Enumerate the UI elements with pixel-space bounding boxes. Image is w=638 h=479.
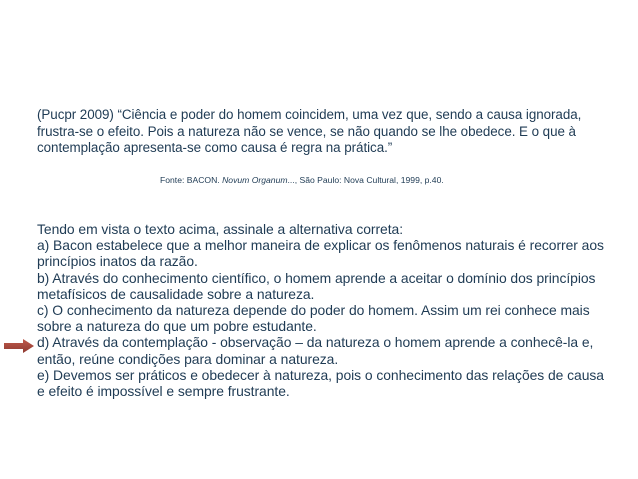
option-a: a) Bacon estabelece que a melhor maneira de explicar os fenômenos naturais é recorrer aos princípios inatos da razão.: [37, 237, 604, 270]
source-suffix: ..., São Paulo: Nova Cultural, 1999, p.40.: [287, 175, 444, 185]
question-block: [37, 221, 612, 399]
option-c: c) O conhecimento da natureza depende do poder do homem. Assim um rei conhece mais sobre a natureza do que um pobre estudante.: [37, 302, 590, 335]
source-prefix: Fonte: BACON.: [160, 175, 223, 185]
question-prompt: Tendo em vista o texto acima, assinale a alternativa correta:: [37, 221, 404, 237]
option-b: b) Através do conhecimento científico, o homem aprende a aceitar o domínio dos princípios metafísicos de causalidade sobre a natureza.: [37, 269, 596, 302]
quote-text: (Pucpr 2009) “Ciência e poder do homem coincidem, uma vez que, sendo a causa ignorada, frustra-se o efeito. Pois a natureza não se vence, se não quando se lhe obedece. E o que à contemplação apresenta-se como causa é regra na prática.”: [37, 107, 582, 155]
option-d: d) Através da contemplação - observação – da natureza o homem aprende a conhecê-la e, então, reúne condições para dominar a natureza.: [37, 334, 594, 367]
option-e: e) Devemos ser práticos e obedecer à natureza, pois o conhecimento das relações de causa e efeito é impossível e sempre frustrante.: [37, 366, 604, 400]
right-arrow-icon: [4, 339, 34, 353]
source-citation: [160, 175, 444, 186]
source-title: Novum Organum: [222, 175, 288, 185]
quote-block: [37, 107, 607, 157]
